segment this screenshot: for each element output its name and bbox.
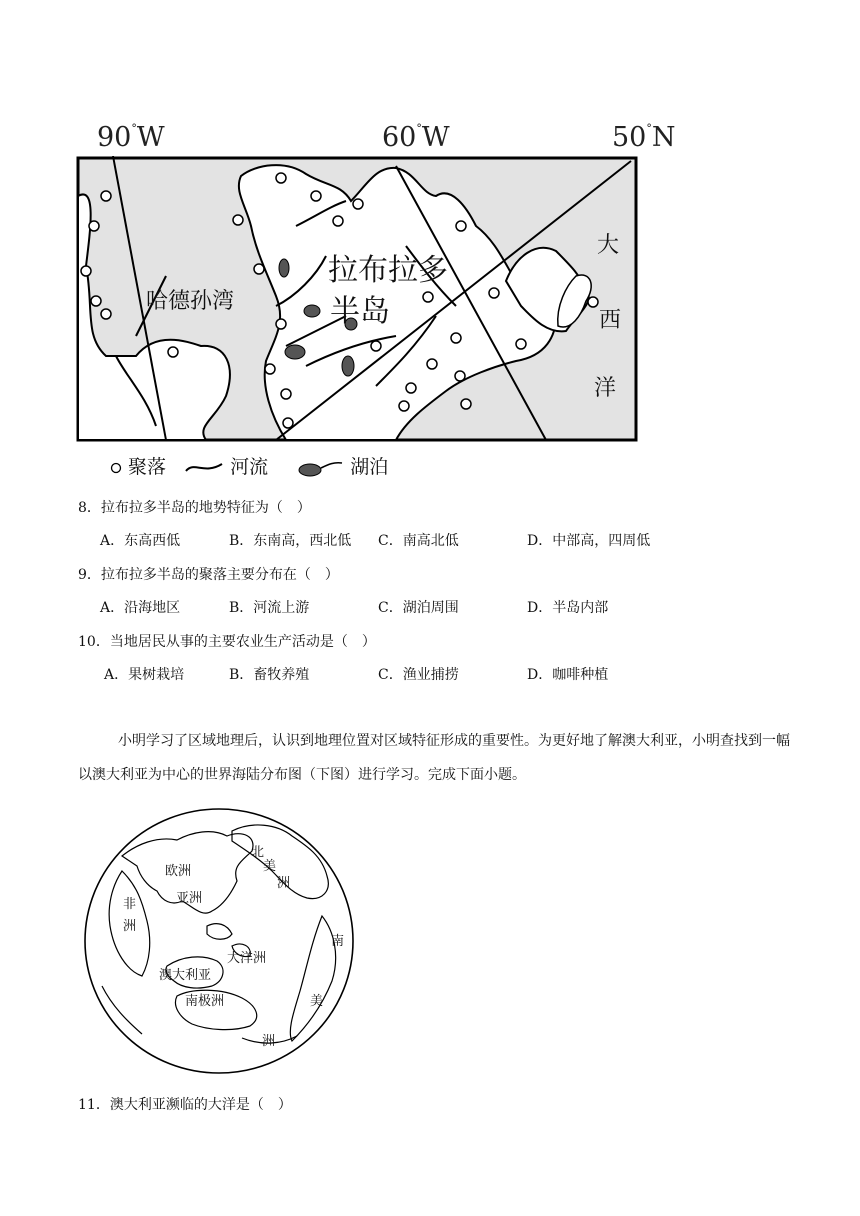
question-11: 11．澳大利亚濒临的大洋是（ ） xyxy=(78,1097,292,1113)
globe-label-na-3: 洲 xyxy=(277,876,291,891)
globe-label-sa-3: 洲 xyxy=(262,1034,276,1049)
q10-option-d[interactable]: D．咖啡种植 xyxy=(527,667,609,683)
question-10: 10．当地居民从事的主要农业生产活动是（ ） xyxy=(78,634,376,650)
intro-paragraph: 小明学习了区域地理后，认识到地理位置对区域特征形成的重要性。为更好地了解澳大利亚，小明查找到一幅以澳大利亚为中心的世界海陆分布图（下图）进行学习。完成下面小题。 xyxy=(78,733,790,783)
legend-river: 河流 xyxy=(230,456,269,478)
globe-map xyxy=(82,806,358,1076)
label-labrador-2: 半岛 xyxy=(330,294,390,329)
coord-90w: 90°W xyxy=(97,122,165,153)
globe-label-africa-1: 非 xyxy=(123,897,137,912)
q8-option-d[interactable]: D．中部高，四周低 xyxy=(527,533,651,549)
coord-60w: 60°W xyxy=(382,122,450,153)
globe-label-antarctica: 南极洲 xyxy=(185,994,225,1009)
globe-label-europe: 欧洲 xyxy=(165,864,192,879)
question-8: 8．拉布拉多半岛的地势特征为（ ） xyxy=(78,500,311,516)
q9-option-c[interactable]: C．湖泊周围 xyxy=(378,600,459,616)
label-atlantic-1: 大 xyxy=(597,233,620,258)
globe-label-sa-2: 美 xyxy=(310,994,324,1009)
map-legend xyxy=(110,452,388,479)
legend-lake: 湖泊 xyxy=(350,456,389,478)
settlement-icon xyxy=(110,462,122,474)
river-icon xyxy=(184,459,224,477)
globe-label-na-2: 美 xyxy=(263,859,277,874)
globe-label-africa-2: 洲 xyxy=(123,919,137,934)
lake-icon xyxy=(296,458,344,478)
q9-option-b[interactable]: B．河流上游 xyxy=(229,600,310,616)
label-atlantic-2: 西 xyxy=(599,308,622,333)
q8-option-b[interactable]: B．东南高，西北低 xyxy=(229,533,352,549)
question-9: 9．拉布拉多半岛的聚落主要分布在（ ） xyxy=(78,567,339,583)
legend-settlement: 聚落 xyxy=(128,456,167,478)
label-labrador-1: 拉布拉多 xyxy=(328,253,448,288)
label-atlantic-3: 洋 xyxy=(594,376,617,401)
q9-option-a[interactable]: A．沿海地区 xyxy=(100,600,181,616)
globe-label-sa-1: 南 xyxy=(331,934,345,949)
q10-option-c[interactable]: C．渔业捕捞 xyxy=(378,667,459,683)
q8-option-c[interactable]: C．南高北低 xyxy=(378,533,459,549)
q9-option-d[interactable]: D．半岛内部 xyxy=(527,600,609,616)
globe-label-na-1: 北 xyxy=(251,845,265,860)
globe-label-australia: 澳大利亚 xyxy=(159,968,212,983)
globe-label-asia: 亚洲 xyxy=(176,891,203,906)
q10-option-a[interactable]: A．果树栽培 xyxy=(104,667,185,683)
label-hudson-bay: 哈德孙湾 xyxy=(146,289,235,314)
coord-50n: 50°N xyxy=(612,122,676,153)
q8-option-a[interactable]: A．东高西低 xyxy=(100,533,181,549)
globe-label-oceania: 大洋洲 xyxy=(227,951,267,966)
q10-option-b[interactable]: B．畜牧养殖 xyxy=(229,667,310,683)
